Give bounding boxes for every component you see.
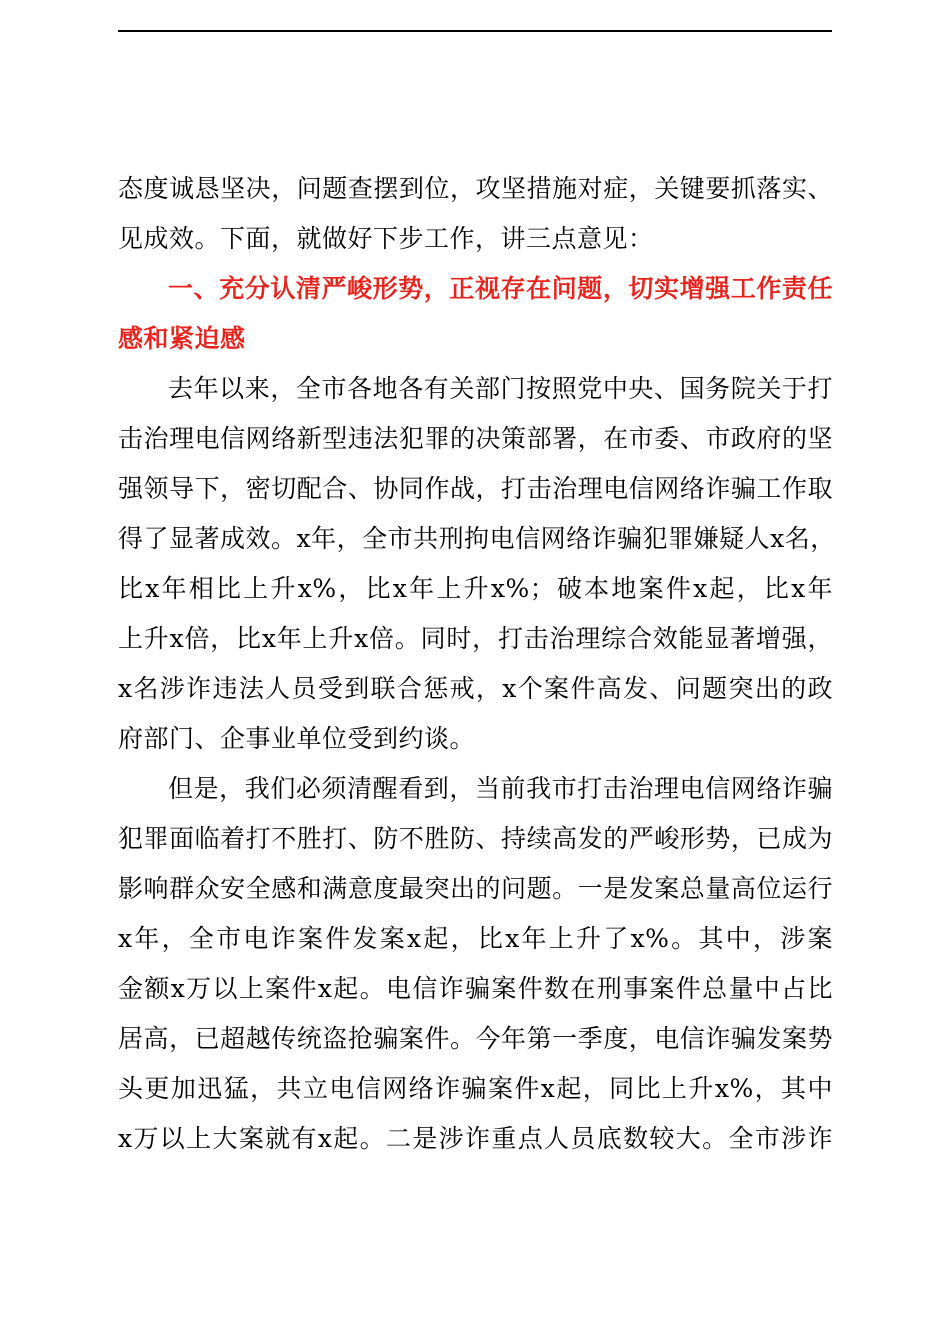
text-line: 上升x倍，比x年上升x倍。同时，打击治理综合效能显著增强， bbox=[118, 624, 833, 653]
document-body bbox=[118, 164, 836, 1164]
header-rule bbox=[118, 30, 832, 32]
paragraph-continuation bbox=[118, 164, 833, 264]
text-line: x年，全市电诈案件发案x起，比x年上升了x%。其中，涉案 bbox=[118, 924, 833, 953]
text-line: x万以上大案就有x起。二是涉诈重点人员底数较大。全市涉诈 bbox=[118, 1124, 833, 1153]
text-line: 金额x万以上案件x起。电信诈骗案件数在刑事案件总量中占比 bbox=[118, 974, 833, 1003]
text-line: 比x年相比上升x%，比x年上升x%；破本地案件x起，比x年 bbox=[118, 574, 833, 603]
text-line: 击治理电信网络新型违法犯罪的决策部署，在市委、市政府的坚 bbox=[118, 424, 833, 453]
text-line: 去年以来，全市各地各有关部门按照党中央、国务院关于打 bbox=[168, 374, 833, 403]
heading-line: 感和紧迫感 bbox=[118, 324, 246, 353]
section-heading bbox=[118, 264, 833, 364]
text-line: 见成效。下面，就做好下步工作，讲三点意见： bbox=[118, 224, 654, 253]
paragraph-challenges bbox=[118, 764, 833, 1164]
text-line: 影响群众安全感和满意度最突出的问题。一是发案总量高位运行 bbox=[118, 874, 833, 903]
text-line: 府部门、企事业单位受到约谈。 bbox=[118, 724, 476, 753]
text-line: x名涉诈违法人员受到联合惩戒，x个案件高发、问题突出的政 bbox=[118, 674, 833, 703]
paragraph-achievements bbox=[118, 364, 836, 764]
text-line: 强领导下，密切配合、协同作战，打击治理电信网络诈骗工作取 bbox=[118, 474, 833, 503]
text-line: 居高，已超越传统盗抢骗案件。今年第一季度，电信诈骗发案势 bbox=[118, 1024, 833, 1053]
text-line: 但是，我们必须清醒看到，当前我市打击治理电信网络诈骗 bbox=[168, 774, 833, 803]
text-line: 得了显著成效。x年，全市共刑拘电信网络诈骗犯罪嫌疑人x名， bbox=[118, 524, 836, 553]
heading-line: 一、充分认清严峻形势，正视存在问题，切实增强工作责任 bbox=[168, 274, 833, 303]
text-line: 犯罪面临着打不胜打、防不胜防、持续高发的严峻形势，已成为 bbox=[118, 824, 833, 853]
text-line: 态度诚恳坚决，问题查摆到位，攻坚措施对症，关键要抓落实、 bbox=[118, 174, 833, 203]
text-line: 头更加迅猛，共立电信网络诈骗案件x起，同比上升x%，其中 bbox=[118, 1074, 833, 1103]
